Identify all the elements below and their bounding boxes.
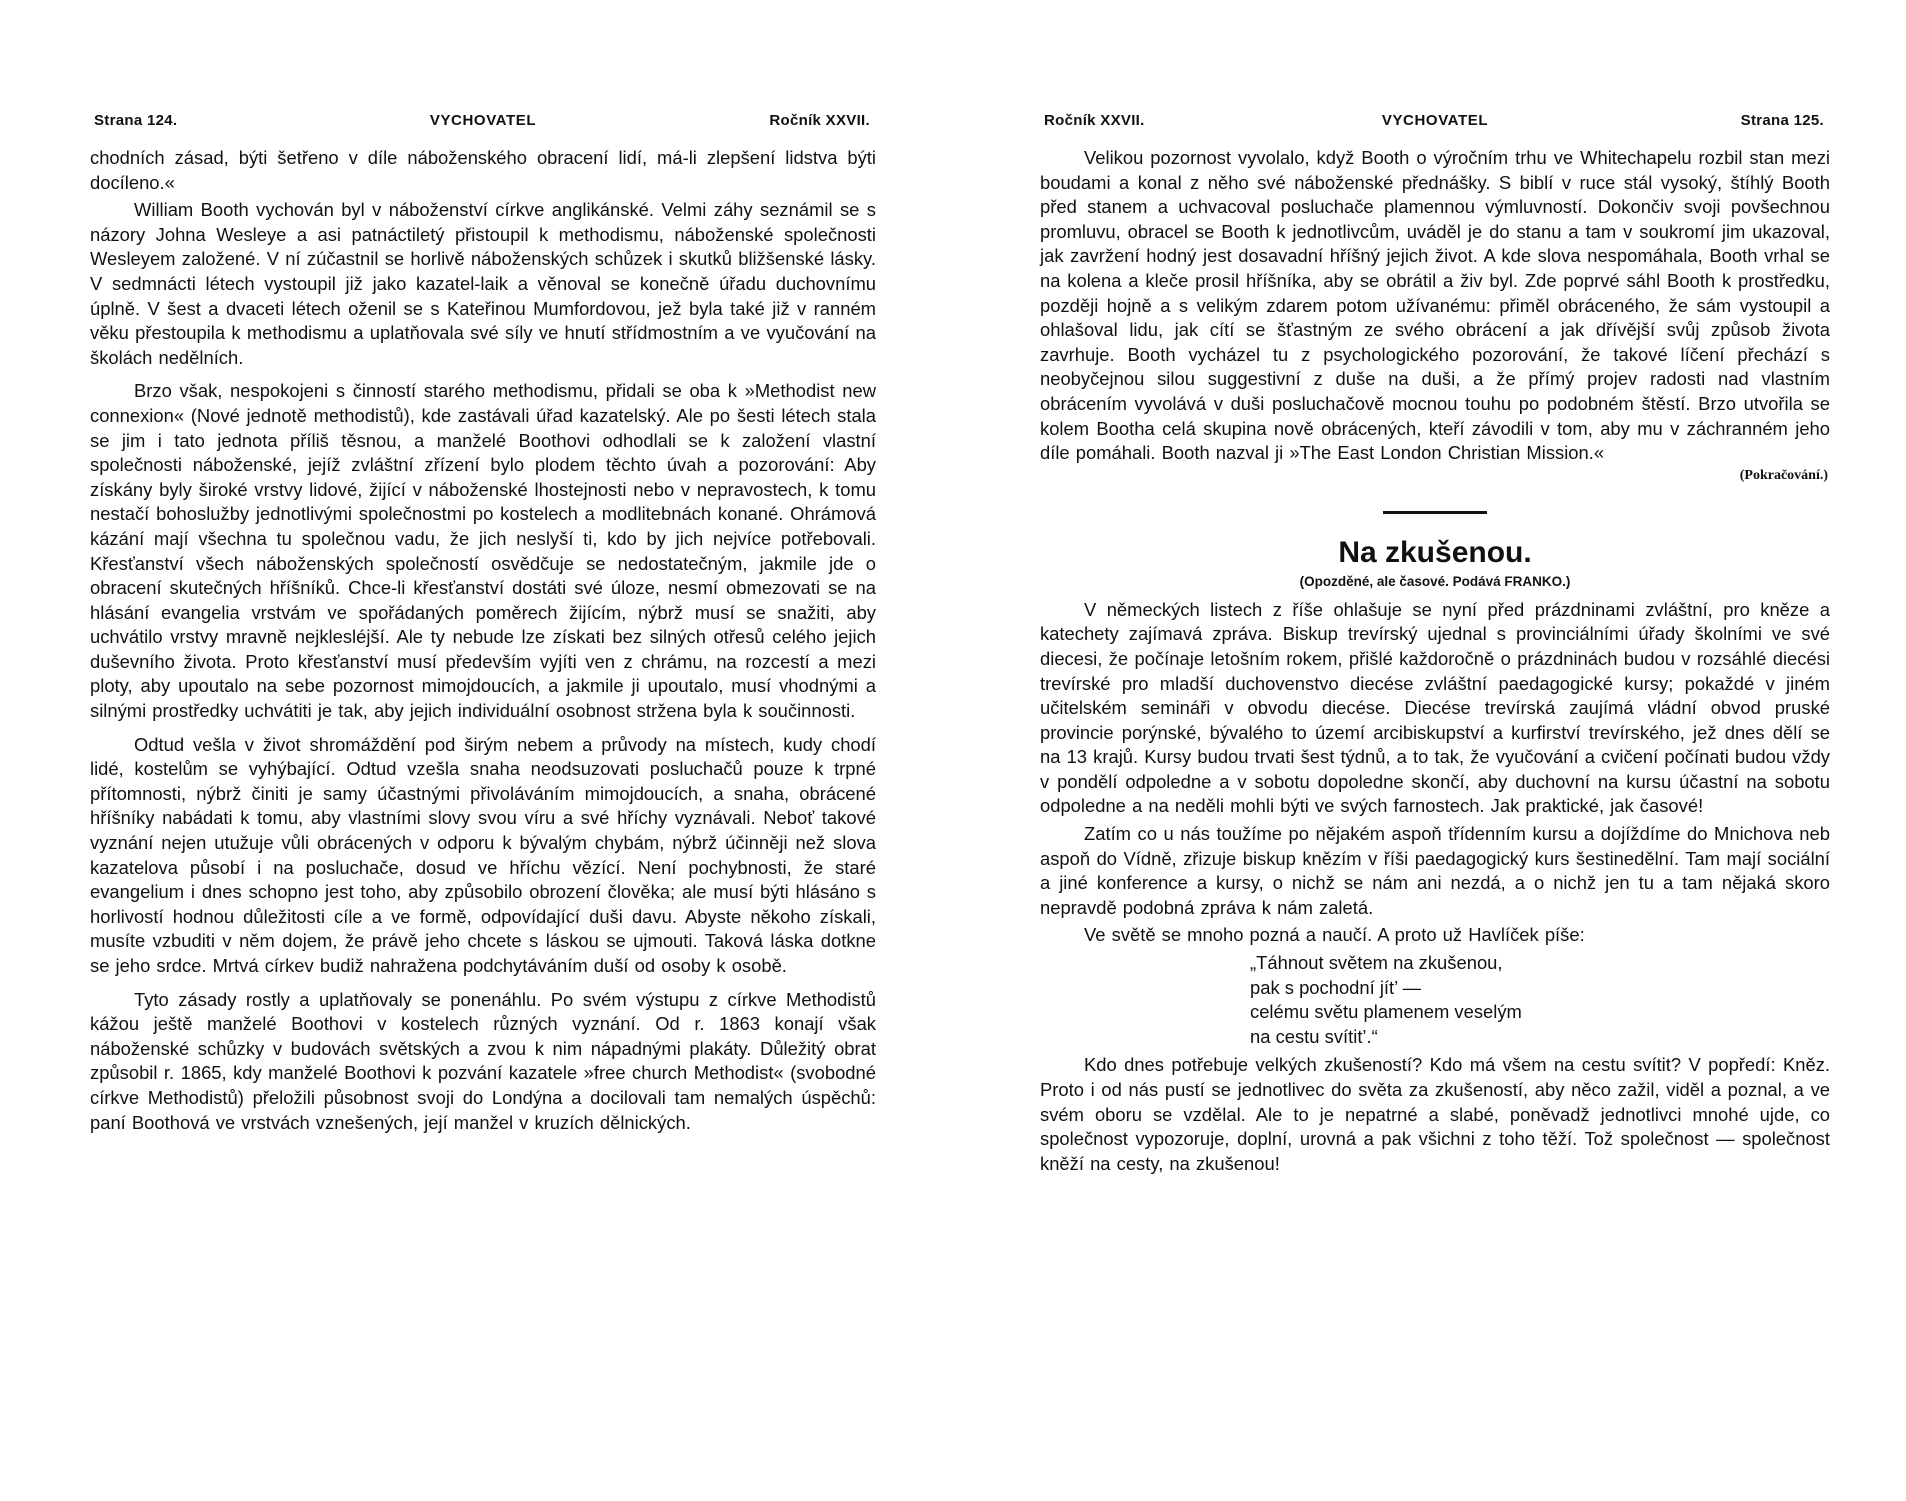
left-page-number: Strana 124.: [94, 112, 178, 129]
havlicek-poem: [1250, 951, 1830, 1049]
continued-note: (Pokračování.): [1739, 467, 1828, 483]
left-paragraph: Brzo však, nespokojeni s činností starého methodismu, přidali se oba k »Methodist new connexion« (Nové jednotě methodistů), kde zastávali úřad kazatelský. Ale po šesti létech stala se jim i tato jednota příliš těsnou, a manželé Boothovi odhodlali se k založení vlastní společnosti náboženské, jejíž zvláštní zřízení bylo plodem těchto úvah a pozorování: Aby získány byly široké vrstvy lidové, žijící v náboženské lhostejnosti nebo v nepravostech, k tomu nestačí bohoslužby jednotlivými společnostmi po kostelech a modlitebnách konané. Ohrámová kázání mají všechna tu společnou vadu, že jich neslyší ti, kdo by jich nejvíce potřebovali. Křesťanství všech náboženských společností osvědčuje se nedostatečným, jakmile jde o obracení skutečných hříšníků. Chce-li křesťanství dostáti své úloze, nesmí obmezovati se na hlásání evangelia vrstvám ve spořádaných poměrech žijícím, nýbrž musí se snažiti, aby uchvátilo vrstvy mravně nejklesléjší. Ale ty nebude lze získati bez silných otřesů celého jejich duševního života. Proto křesťanství musí především vyjíti ven z chrámu, na rozcestí a mezi ploty, aby upoutalo na sebe pozornost mimojdoucích, a jakmile ji upoutalo, musí vhodnými a silnými prostředky uchvátiti je tak, aby jejich individuální osobnost stržena byla k součinnosti.: [90, 380, 876, 722]
right-page: [1040, 100, 1830, 1440]
article-title: Na zkušenou.: [1338, 535, 1532, 569]
left-page: [90, 100, 876, 1440]
poem-line: celému světu plamenem veselým: [1250, 1001, 1522, 1023]
article-byline: (Opozděné, ale časové. Podává FRANKO.): [1299, 573, 1571, 589]
section-divider: [1383, 511, 1487, 514]
left-volume: Ročník XXVII.: [769, 112, 870, 129]
article-body: [1040, 598, 1830, 948]
left-paragraph: Tyto zásady rostly a uplatňovaly se ponenáhlu. Po svém výstupu z církve Methodistů kážou ještě manželé Boothovi v kostelech různých vyznání. Od r. 1863 konají však náboženské schůzky v budovách světských a zvou k nim nápadnými plakáty. Důležitý obrat způsobil r. 1865, kdy manželé Boothovi k pozvání kazatele »free church Methodist« (svobodné církve Methodistů) přeložili působnost svoji do Londýna a docilovali tam nemalých úspěchů: paní Boothová ve vrstvách vznešených, její manžel v kruzích dělnických.: [90, 988, 876, 1133]
right-page-number: Strana 125.: [1740, 112, 1824, 129]
left-paragraph: Odtud vešla v život shromáždění pod širým nebem a průvody na místech, kudy chodí lidé, kostelům se vyhýbající. Odtud vzešla snaha neodsuzovati posluchačů pouze k trpné přítomnosti, nýbrž činiti je samy účastnými přivoláváním mimojdoucích, a snaha, obrácené hříšníky nabádati k tomu, aby vlastními slovy svou víru a své hříchy vyznávali. Neboť takové vyznání nejen utužuje vůli obrácených v odporu k bývalým chybám, nýbrž účinněji než slova kazatelova působí i na posluchače, dosud ve hříchu vězící. Není pochybnosti, že staré evangelium i dnes schopno jest toho, aby způsobilo obrození člověka; ale musí býti hlásáno s horlivostí hodnou důležitosti cíle a ve formě, odpovídající duši davu. Abyste někoho získali, musíte vzbuditi v něm dojem, že právě jeho chcete s láskou se ujmouti. Taková láska dotkne se jeho srdce. Mrtvá církev budiž nahražena podchytáváním duší od osoby k osobě.: [90, 733, 876, 976]
poem-line: na cestu svítit’.“: [1250, 1025, 1378, 1047]
left-running-head: [90, 100, 876, 136]
left-journal-title: VYCHOVATEL: [429, 112, 537, 129]
article-paragraph: Zatím co u nás toužíme po nějakém aspoň třídenním kursu a dojíždíme do Mnichova neb aspoň do Vídně, zřizuje biskup knězím v říši paedagogický kurs šestinedělní. Tam mají sociální a jiné konference a kursy, o nichž se nám ani nezdá, a o nichž jen tu a tam nějaká skoro nepravdě podobná zpráva k nám zaletá.: [1040, 823, 1830, 918]
right-running-head: [1040, 100, 1830, 136]
article-paragraph: Ve světě se mnoho pozná a naučí. A proto už Havlíček píše:: [1084, 924, 1585, 946]
right-volume: Ročník XXVII.: [1044, 112, 1145, 129]
right-journal-title: VYCHOVATEL: [1381, 112, 1489, 129]
article-closing-paragraph: Kdo dnes potřebuje velkých zkušeností? Kdo má všem na cestu svítit? V popředí: Kněz. Proto i od nás pustí se jednotlivec do světa za zkušeností, aby něco zažil, viděl a poznal, a ve svém oboru se vzdělal. Ale to je nepatrné a slabé, poněvadž jednotlivci mnohé ujde, co společnost vypozoruje, doplní, urovná a pak všichni z toho těží. Tož společnost — společnost kněží na cesty, na zkušenou!: [1040, 1054, 1830, 1174]
right-paragraph: Velikou pozornost vyvolalo, když Booth o výročním trhu ve Whitechapelu rozbil stan mezi boudami a konal z něho své náboženské přednášky. S biblí v ruce stál vysoký, štíhlý Booth před stanem a uchvacoval posluchače plamennou výmluvností. Dokončiv svoji povšechnou promluvu, obracel se Booth k jednotlivcům, uváděl je do stanu a tam v soukromí jim ukazoval, jak zavržení hodný jest dosavadní hříšný jejich život. A kde slova nespomáhala, Booth vrhal se na kolena a kleče prosil hříšníka, aby se obrátil a živ byl. Zde poprvé sáhl Booth k prostředku, později hojně a s velikým zdarem potom užívanému: přiměl obráceného, že sám vystoupil a ohlašoval lidu, jak cítí se šťastným ze svého obrácení a jak dřívější svůj způsob života zavrhuje. Booth vycházel tu z psychologického pozorování, že takové líčení přechází s neobyčejnou silou suggestivní z duše na duši, a že přímý projev radosti nad vlastním obrácením vyvolává v duši posluchačově mocnou touhu po podobném štěstí. Brzo utvořila se kolem Bootha celá skupina nově obrácených, kteří závodili v tom, aby mu v záchranném jeho díle pomáhali. Booth nazval ji »The East London Christian Mission.«: [1040, 147, 1830, 464]
article-paragraph: V německých listech z říše ohlašuje se nyní před prázdninami zvláštní, pro kněze a katechety zajímavá zpráva. Biskup trevírský ujednal s provinciálními úřady školními ve své diecesi, že počínaje letošním rokem, přišlé každoročně o prázdninách budou v rozsáhlé diecési trevírské pro mladší duchovenstvo diecése zvláštní paedagogické kursy; pokaždé v jiném učitelském semináři v obvodu diecése. Diecése trevírská zaujímá vládní obvod pruské provincie porýnské, bývalého to území arcibiskupství a kurfirství trevírského, jež dnes dělí se na 13 krajů. Kursy budou trvati šest týdnů, a to tak, že vyučování a cvičení počínati budou vždy v pondělí odpoledne a v sobotu dopoledne skončí, aby duchovní na kursu účastní na sobotu odpoledne a na neděli mohli býti ve svých farnostech. Jak praktické, jak časové!: [1040, 598, 1830, 817]
poem-line: pak s pochodní jít’ —: [1250, 976, 1422, 998]
left-paragraph: chodních zásad, býti šetřeno v díle náboženského obracení lidí, má-li zlepšení lidstva býti docíleno.«: [90, 147, 876, 193]
right-body-text: [1040, 146, 1830, 466]
left-body-text: [90, 146, 876, 1135]
left-paragraph: William Booth vychován byl v náboženství církve anglikánské. Velmi záhy seznámil se s názory Johna Wesleye a asi patnáctiletý přistoupil k methodismu, náboženské společnosti Wesleyem založené. V ní zúčastnil se horlivě náboženských schůzek i skutků bližšenské lásky. V sedmnácti létech vystoupil již jako kazatel-laik a věnoval se konečně úřadu duchovnímu úplně. V šest a dvaceti létech oženil se s Kateřinou Mumfordovou, jež byla také již v ranném věku přestoupila k methodismu a uplatňovala své síly ve hnutí střídmostním a ve vyučování na školách nedělních.: [90, 199, 876, 368]
article-closing: [1040, 1053, 1830, 1176]
poem-line: „Táhnout světem na zkušenou,: [1250, 952, 1503, 974]
